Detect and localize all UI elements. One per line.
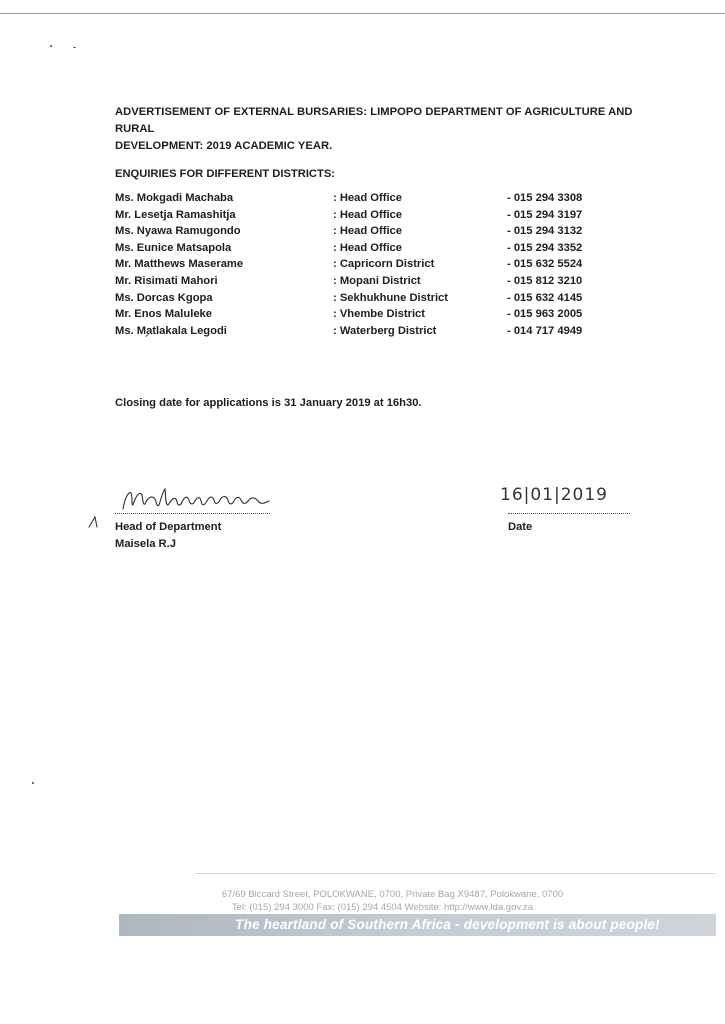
contact-office: : Waterberg District: [333, 324, 437, 337]
title-line-1: ADVERTISEMENT OF EXTERNAL BURSARIES: LIMPOPO DEPARTMENT OF AGRICULTURE AND RURAL: [115, 106, 633, 135]
document-title: [115, 104, 675, 155]
contact-row: [115, 223, 675, 240]
contact-name: Ms. Nyawa Ramugondo: [115, 225, 241, 238]
scan-edge-line: [0, 13, 725, 14]
contact-name: Ms. Mokgadi Machaba: [115, 192, 234, 204]
date-line: [508, 513, 630, 514]
contact-row: [115, 207, 675, 224]
signatory-title: Head of Department: [115, 521, 222, 533]
signature-line: [115, 513, 270, 514]
contact-phone: - 015 294 3308: [507, 192, 583, 204]
handwritten-tick-mark: [88, 515, 102, 529]
contact-row: [115, 256, 675, 273]
contact-phone: - 015 294 3352: [507, 241, 583, 254]
contact-row: [115, 190, 675, 207]
contacts-list: [115, 190, 675, 339]
contact-row: [115, 240, 675, 257]
footer-address: 67/69 Biccard Street, POLOKWANE, 0700, Private Bag X9487, Polokwane, 0700: [221, 889, 564, 900]
contact-office: : Capricorn District: [333, 258, 435, 271]
contact-phone: - 014 717 4949: [507, 324, 583, 337]
contact-office: : Sekhukhune District: [333, 291, 449, 304]
footer-slogan-banner: The heartland of Southern Africa - development is about people!: [119, 914, 716, 936]
scan-speck: [73, 47, 76, 48]
contact-name: Mr. Lesetja Ramashitja: [115, 208, 236, 221]
contact-name: Mr. Matthews Maserame: [115, 258, 244, 271]
contact-row: [115, 323, 675, 340]
signature-image: [115, 483, 275, 515]
date-label: Date: [508, 521, 533, 533]
contact-office: : Mopani District: [333, 274, 421, 287]
contact-name: Mr. Risimati Mahori: [115, 274, 218, 287]
contact-name: Ms. Matlakala Legodi: [115, 324, 227, 337]
contact-office: : Head Office: [333, 192, 403, 204]
closing-date-text: Closing date for applications is 31 January 2019 at 16h30.: [115, 397, 422, 410]
contact-row: [115, 290, 675, 307]
contact-row: [115, 273, 675, 290]
contact-office: : Head Office: [333, 208, 403, 221]
contact-phone: - 015 632 5524: [507, 258, 583, 271]
contact-name: Mr. Enos Maluleke: [115, 308, 212, 321]
footer-address-block: [0, 888, 725, 914]
footer-divider: [195, 873, 715, 874]
contact-office: : Head Office: [333, 241, 403, 254]
document-body: [115, 104, 675, 411]
contact-phone: - 015 632 4145: [507, 291, 583, 304]
title-line-2: DEVELOPMENT: 2019 ACADEMIC YEAR.: [115, 140, 333, 152]
contact-office: : Head Office: [333, 225, 403, 238]
scan-speck: [32, 782, 34, 784]
contact-office: : Vhembe District: [333, 308, 426, 321]
contact-phone: - 015 963 2005: [507, 308, 583, 321]
contact-name: Ms. Dorcas Kgopa: [115, 291, 213, 304]
contact-row: [115, 306, 675, 323]
contact-phone: - 015 294 3197: [507, 208, 583, 221]
handwritten-date: 16|01|2019: [500, 485, 608, 505]
contact-phone: - 015 294 3132: [507, 225, 583, 238]
footer-contact: Tel: (015) 294 3000 Fax: (015) 294 4504 Website: http://www.lda.gov.za: [231, 902, 534, 913]
enquiries-heading: ENQUIRIES FOR DIFFERENT DISTRICTS:: [115, 168, 336, 180]
signatory-name: Maisela R.J: [115, 538, 176, 550]
contact-name: Ms. Eunice Matsapola: [115, 241, 232, 254]
contact-phone: - 015 812 3210: [507, 274, 583, 287]
scan-speck: [50, 45, 52, 47]
